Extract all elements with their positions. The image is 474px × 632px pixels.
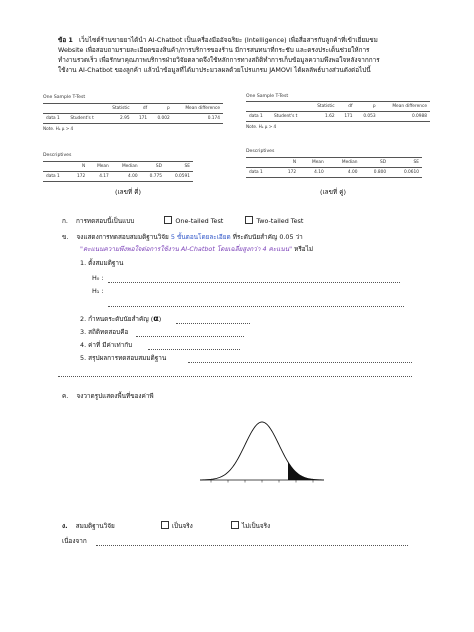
table-header-row — [246, 158, 422, 168]
part-b-highlight: 5 ขั้นตอนโดยละเอียด — [170, 233, 231, 241]
step-3: 3. สถิติทดสอบคือ — [80, 328, 129, 336]
table-header: SD — [361, 158, 390, 168]
table-header — [67, 104, 103, 114]
checkbox-icon[interactable] — [164, 216, 172, 224]
normal-curve-figure — [192, 410, 332, 492]
table-cell: 0.002 — [150, 114, 173, 124]
part-d-text: สมมติฐานวิจัย — [75, 522, 115, 530]
h1-answer-line[interactable] — [108, 306, 404, 307]
step-1: 1. ตั้งสมมติฐาน — [80, 259, 124, 267]
table-cell: 171 — [133, 114, 151, 124]
table-cell: 0.053 — [356, 112, 379, 122]
left-desc-table — [43, 161, 193, 182]
problem-line: เว็บไซต์ร้านขายยาได้นำ AI-Chatbot เป็นเครื่องมืออัจฉริยะ (Intelligence) เพื่อสื่อสารกับลูกค้าที่เข้าเยี่ยมชม — [79, 36, 378, 44]
table-row — [43, 114, 223, 124]
table-cell: data 1 — [246, 112, 271, 122]
problem-statement — [58, 35, 428, 75]
hypothesis-true-checkbox[interactable] — [161, 522, 193, 530]
quote-tail: หรือไม่ — [294, 245, 314, 253]
table-header: Mean — [299, 158, 327, 168]
table-row — [43, 172, 193, 182]
table-cell: Student's t — [67, 114, 103, 124]
right-desc-table — [246, 157, 422, 178]
table-cell: 172 — [69, 172, 88, 182]
left-ttest-table — [43, 103, 223, 124]
step-4: 4. ค่าที่ มีค่าเท่ากับ — [80, 341, 133, 349]
table-cell: data 1 — [43, 114, 67, 124]
table-header: p — [150, 104, 173, 114]
table-header: Median — [327, 158, 361, 168]
table-cell: Student's t — [271, 112, 308, 122]
table-header: SE — [165, 162, 193, 172]
part-a-label: ก. — [62, 217, 68, 225]
h1-label: H₁ : — [92, 287, 104, 295]
hypothesis-false-checkbox[interactable] — [231, 522, 270, 530]
table-header: N — [69, 162, 88, 172]
reason-answer-line[interactable] — [96, 545, 408, 546]
part-b-label: ข. — [62, 233, 69, 241]
problem-number: ข้อ 1 — [58, 36, 73, 44]
reason-label: เนื่องจาก — [62, 537, 87, 545]
normal-curve — [200, 422, 324, 480]
checkbox-icon[interactable] — [161, 521, 169, 529]
table-header: Statistic — [104, 104, 133, 114]
conclusion-answer-line-1[interactable] — [188, 362, 412, 363]
h0-label: H₀ : — [92, 274, 104, 282]
table-header: df — [338, 102, 356, 112]
step-5: 5. สรุปผลการทดสอบสมมติฐาน — [80, 354, 167, 362]
alpha-answer-line[interactable] — [176, 323, 250, 324]
table-cell: 171 — [338, 112, 356, 122]
problem-line: ใช้งาน AI-Chatbot ของลูกค้า แล้วนำข้อมูลที่ได้มาประมวลผลด้วยโปรแกรม JAMOVI ได้ผลลัพธ์บางส่วนดังต่อไปนี้ — [58, 66, 371, 74]
table-header: Mean difference — [379, 102, 430, 112]
table-header — [271, 102, 308, 112]
table-header — [246, 158, 277, 168]
right-ttest-title: One Sample T-Test — [246, 94, 289, 99]
table-cell: 0.0988 — [379, 112, 430, 122]
part-b-text: จงแสดงการทดสอบสมมติฐานวิจัย — [76, 233, 169, 241]
true-label: เป็นจริง — [171, 522, 193, 530]
step-2 — [80, 314, 161, 324]
table-cell: data 1 — [246, 168, 277, 178]
right-ttest-note: Note. Hₐ μ > 4 — [246, 124, 277, 129]
table-cell: 1.62 — [308, 112, 338, 122]
right-ttest-table — [246, 101, 430, 122]
table-header: Statistic — [308, 102, 338, 112]
table-cell: 4.00 — [327, 168, 361, 178]
left-ttest-note: Note. Hₐ μ > 4 — [43, 126, 74, 131]
table-cell: 2.95 — [104, 114, 133, 124]
table-row — [246, 112, 430, 122]
h0-answer-line[interactable] — [108, 282, 400, 283]
table-cell: 0.174 — [173, 114, 223, 124]
table-header: Mean difference — [173, 104, 223, 114]
false-label: ไม่เป็นจริง — [241, 522, 271, 530]
table-cell: 0.800 — [361, 168, 390, 178]
two-tailed-label: Two-tailed Test — [256, 217, 304, 225]
table-cell: 4.10 — [299, 168, 327, 178]
table-header: df — [133, 104, 151, 114]
table-cell: data 1 — [43, 172, 69, 182]
two-tailed-checkbox[interactable] — [245, 217, 303, 225]
pvalue-answer-line[interactable] — [148, 349, 240, 350]
statistic-answer-line[interactable] — [136, 336, 244, 337]
table-header: N — [277, 158, 299, 168]
table-header: SE — [389, 158, 422, 168]
table-header-row — [246, 102, 430, 112]
table-header — [246, 102, 271, 112]
part-c-text: จงวาดรูปแสดงพื้นที่ของค่าพี — [76, 392, 154, 400]
table-row — [246, 168, 422, 178]
right-desc-title: Descriptives — [246, 149, 275, 154]
left-desc-title: Descriptives — [43, 153, 72, 158]
hypothesis-quote: "คะแนนความพึงพอใจต่อการใช้งาน AI-Chatbot โดยเฉลี่ยสูงกว่า 4 คะแนน" — [80, 245, 293, 253]
step-2-label: 2. กำหนดระดับนัยสำคัญ ( — [80, 315, 154, 323]
x-axis-ticks — [211, 480, 313, 483]
table-cell: 4.17 — [88, 172, 112, 182]
checkbox-icon[interactable] — [245, 216, 253, 224]
left-ttest-title: One Sample T-Test — [43, 95, 86, 100]
step-2-close: ) — [158, 315, 162, 323]
table-header — [43, 104, 67, 114]
problem-line: Website เพื่อสอบถามรายละเอียดของสินค้า/การบริการของร้าน มีการสนทนาที่กระชับ และตรงประเด็นช่วยให้การ — [58, 46, 370, 54]
table-cell: 4.00 — [112, 172, 141, 182]
table-cell: 172 — [277, 168, 299, 178]
table-header-row — [43, 104, 223, 114]
one-tailed-label: One-tailed Test — [175, 217, 224, 225]
checkbox-icon[interactable] — [231, 521, 239, 529]
part-c — [62, 391, 154, 401]
alpha-symbol: α — [153, 314, 159, 323]
part-b-text-post: ที่ระดับนัยสำคัญ 0.05 ว่า — [232, 233, 303, 241]
table-header: SD — [141, 162, 165, 172]
part-a — [62, 216, 442, 226]
one-tailed-checkbox[interactable] — [164, 217, 223, 225]
problem-line: ทำงานรวดเร็ว เพื่อรักษาคุณภาพบริการฝ่ายวิจัยตลาดจึงใช้หลักการทางสถิติทำการเก็บข้อมูลความพึงพอใจหลังจากการ — [58, 56, 380, 64]
left-caption: (เลขที่ คี่) — [115, 188, 141, 196]
part-d — [62, 521, 270, 531]
table-header-row — [43, 162, 193, 172]
part-d-label: ง. — [62, 522, 68, 530]
part-a-text: การทดสอบนี้เป็นแบบ — [76, 217, 135, 225]
conclusion-answer-line-2[interactable] — [58, 376, 412, 377]
right-caption: (เลขที่ คู่) — [320, 188, 346, 196]
part-b-intro — [62, 232, 442, 242]
table-header: Mean — [88, 162, 112, 172]
p-value-shaded-area — [288, 462, 324, 480]
table-cell: 0.775 — [141, 172, 165, 182]
table-header: p — [356, 102, 379, 112]
table-cell: 0.0610 — [389, 168, 422, 178]
table-header — [43, 162, 69, 172]
table-header: Median — [112, 162, 141, 172]
part-c-label: ค. — [62, 392, 69, 400]
part-b-quote-line — [80, 244, 313, 254]
table-cell: 0.0591 — [165, 172, 193, 182]
